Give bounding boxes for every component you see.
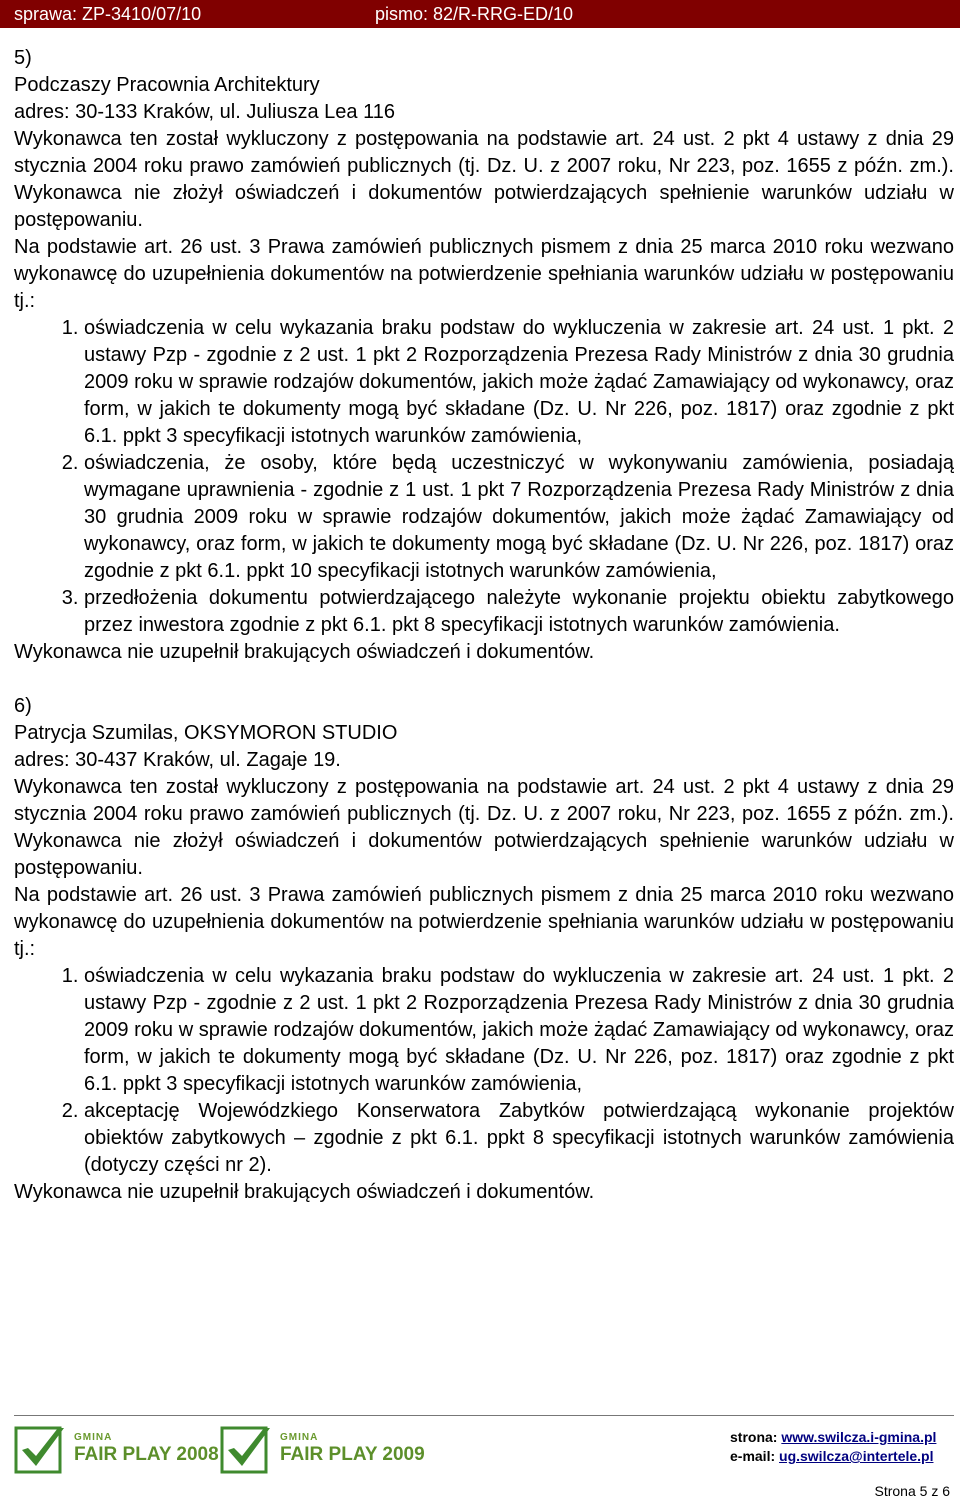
document-body: [14, 45, 954, 1206]
conclusion-paragraph: Wykonawca nie uzupełnił brakujących oświadczeń i dokumentów.: [14, 641, 595, 663]
contact-info: [730, 1428, 945, 1466]
case-reference: sprawa: ZP-3410/07/10: [14, 4, 202, 24]
page-number: Strona 5 z 6: [874, 1483, 950, 1499]
email-link[interactable]: ug.swilcza@intertele.pl: [779, 1448, 934, 1464]
fair-play-2008-logo: [14, 1422, 219, 1478]
fair-play-2009-logo: [220, 1422, 425, 1478]
requirements-list: [14, 963, 954, 1179]
exclusion-paragraph: Wykonawca ten został wykluczony z postępowania na podstawie art. 24 ust. 2 pkt 4 ustawy z dnia 29 stycznia 2004 roku prawo zamówień publicznych (tj. Dz. U. z 2007 roku, Nr 223, poz. 1655 z późn. zm.). Wykonawca nie złożył oświadczeń i dokumentów potwierdzających spełnienie warunków udziału w postępowaniu.: [14, 128, 954, 231]
site-link[interactable]: www.swilcza.i-gmina.pl: [781, 1429, 937, 1445]
summons-paragraph: Na podstawie art. 26 ust. 3 Prawa zamówień publicznych pismem z dnia 25 marca 2010 roku wezwano wykonawcę do uzupełnienia dokumentów na potwierdzenie spełniania warunków udziału w postępowaniu tj.:: [14, 236, 954, 312]
conclusion-paragraph: Wykonawca nie uzupełnił brakujących oświadczeń i dokumentów.: [14, 1181, 595, 1203]
logo-title: FAIR PLAY 2008: [74, 1444, 219, 1465]
contractor-address: adres: 30-437 Kraków, ul. Zagaje 19.: [14, 749, 341, 771]
summons-paragraph: Na podstawie art. 26 ust. 3 Prawa zamówień publicznych pismem z dnia 25 marca 2010 roku wezwano wykonawcę do uzupełnienia dokumentów na potwierdzenie spełniania warunków udziału w postępowaniu tj.:: [14, 884, 954, 960]
list-item: 3. przedłożenia dokumentu potwierdzającego należyte wykonanie projektu obiektu zabytkowego przez inwestora zgodnie z pkt 6.1. pkt 8 specyfikacji istotnych warunków zamówienia.: [84, 585, 954, 639]
footer-divider: [14, 1415, 954, 1416]
list-item: 2. oświadczenia, że osoby, które będą uczestniczyć w wykonywaniu zamówienia, posiadają wymagane uprawnienia - zgodnie z 1 ust. 1 pkt 7 Rozporządzenia Prezesa Rady Ministrów z dnia 30 grudnia 2009 roku w sprawie rodzajów dokumentów, jakich może żądać Zamawiający od wykonawcy, oraz form, w jakich te dokumenty mogą być składane (Dz. U. Nr 226, poz. 1817) oraz zgodnie z pkt 6.1. ppkt 10 specyfikacji istotnych warunków zamówienia,: [84, 450, 954, 585]
site-label: strona:: [730, 1429, 778, 1445]
contractor-name: Podczaszy Pracownia Architektury: [14, 74, 320, 96]
section-number: 6): [14, 695, 32, 717]
section-number: 5): [14, 47, 32, 69]
list-item: 2. akceptację Wojewódzkiego Konserwatora Zabytków potwierdzającą wykonanie projektów obiektów zabytkowych – zgodnie z pkt 6.1. ppkt 8 specyfikacji istotnych warunków zamówienia (dotyczy części nr 2).: [84, 1098, 954, 1179]
exclusion-paragraph: Wykonawca ten został wykluczony z postępowania na podstawie art. 24 ust. 2 pkt 4 ustawy z dnia 29 stycznia 2004 roku prawo zamówień publicznych (tj. Dz. U. z 2007 roku, Nr 223, poz. 1655 z późn. zm.). Wykonawca nie złożył oświadczeń i dokumentów potwierdzających spełnienie warunków udziału w postępowaniu.: [14, 776, 954, 879]
logo-gmina-text: GMINA: [74, 1432, 113, 1443]
checkmark-logo-icon: [220, 1422, 276, 1478]
letter-reference: pismo: 82/R-RRG-ED/10: [375, 4, 574, 24]
contractor-name: Patrycja Szumilas, OKSYMORON STUDIO: [14, 722, 398, 744]
logo-gmina-text: GMINA: [280, 1432, 319, 1443]
document-header: [0, 0, 960, 28]
email-label: e-mail:: [730, 1448, 776, 1464]
list-item: 1. oświadczenia w celu wykazania braku podstaw do wykluczenia w zakresie art. 24 ust. 1 pkt. 2 ustawy Pzp - zgodnie z 2 ust. 1 pkt 2 Rozporządzenia Prezesa Rady Ministrów z dnia 30 grudnia 2009 roku w sprawie rodzajów dokumentów, jakich może żądać Zamawiający od wykonawcy, oraz form, w jakich te dokumenty mogą być składane (Dz. U. Nr 226, poz. 1817) oraz zgodnie z pkt 6.1. ppkt 3 specyfikacji istotnych warunków zamówienia,: [84, 963, 954, 1098]
logo-title: FAIR PLAY 2009: [280, 1444, 425, 1465]
checkmark-logo-icon: [14, 1422, 70, 1478]
requirements-list: [14, 315, 954, 639]
list-item: 1. oświadczenia w celu wykazania braku podstaw do wykluczenia w zakresie art. 24 ust. 1 pkt. 2 ustawy Pzp - zgodnie z 2 ust. 1 pkt 2 Rozporządzenia Prezesa Rady Ministrów z dnia 30 grudnia 2009 roku w sprawie rodzajów dokumentów, jakich może żądać Zamawiający od wykonawcy, oraz form, w jakich te dokumenty mogą być składane (Dz. U. Nr 226, poz. 1817) oraz zgodnie z pkt 6.1. ppkt 3 specyfikacji istotnych warunków zamówienia,: [84, 315, 954, 450]
contractor-address: adres: 30-133 Kraków, ul. Juliusza Lea 116: [14, 101, 395, 123]
